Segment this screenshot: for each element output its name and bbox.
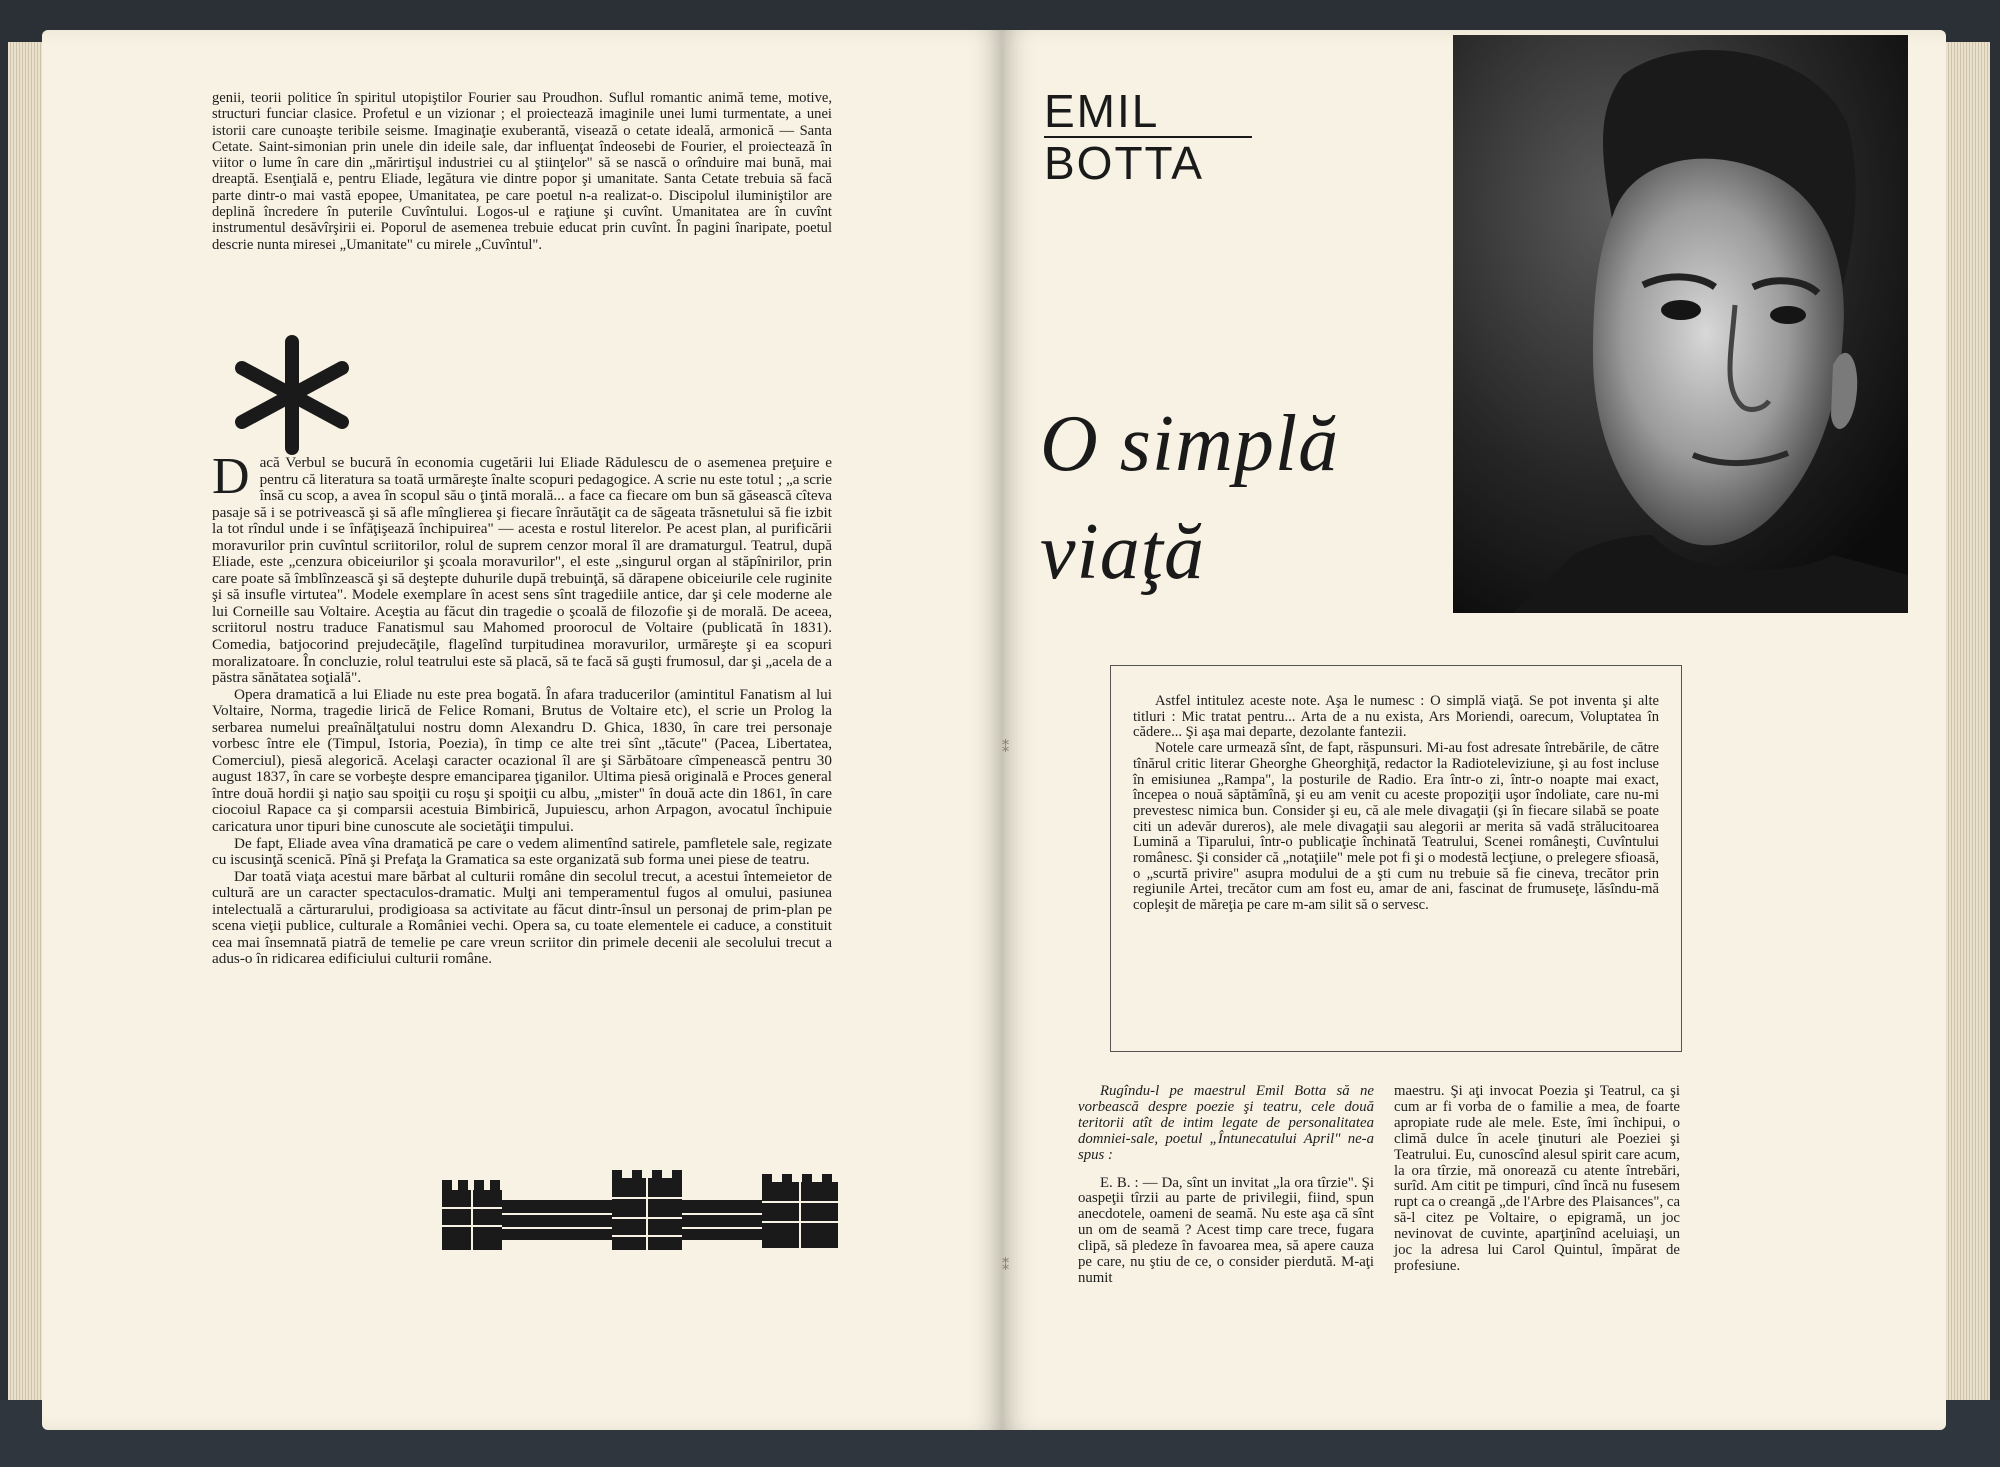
fold-mark-icon: ⁑ (1002, 741, 1009, 756)
opening-paragraph-block (212, 90, 832, 253)
section-paragraph-4: Dar toată viaţa acestui mare bărbat al culturii române din secolul trecut, a acestui întemeietor de cultură are un caracter spectaculos-dramatic. Mulţi ani temperamentul fugos al omului, pasiunea intelectuală a cărturarului, prodigioasa sa activitate au făcut dintr-însul un personaj de prim-plan pe scena vieţii publice, culturale a României vechi. Opera sa, cu toate elementele ei caduce, a constituit cea mai însemnată piatră de temelie pe care vreun scriitor din primele decenii ale secolului trecut a adus-o în ridicarea edificiului culturii române. (212, 867, 832, 968)
page-edges-left (8, 42, 42, 1422)
author-name (1044, 86, 1244, 188)
left-page (42, 30, 1002, 1430)
interview-intro: Rugîndu-l pe maestrul Emil Botta să ne vorbească despre poezie şi teatru, cele două teritorii atît de intim legate de personalitatea domniei-sale, poetul „Întunecatului April" ne-a spus : (1078, 1083, 1374, 1163)
fortress-vignette-icon (442, 1170, 842, 1255)
drop-cap: D (212, 448, 250, 505)
page-edges-right (1946, 42, 1990, 1422)
essay-section-block (212, 448, 832, 968)
author-portrait-photo (1453, 35, 1908, 613)
section-paragraph-3: De fapt, Eliade avea vîna dramatică pe care o vedem alimentînd satirele, pamfletele sale, regizate cu iscusinţă scenică. Pînă şi Prefaţa la Gramatica sa este organizată sub forma unei piese de teatru. (212, 834, 832, 869)
interview-answer-start: E. B. : — Da, sînt un invitat „la ora tîrzie". Şi oaspeţii tîrzii au parte de privilegii, fiind, spun anecdotele, oameni de seamă. Nu este aşa că sînt un om de seamă ? Acest timp care trece, fugara clipă, să pledeze în favoarea mea, să apere cauza pe care, nu ştiu de ce, o consider pierdută. M-aţi numit (1078, 1174, 1374, 1286)
section-paragraph-2: Opera dramatică a lui Eliade nu este prea bogată. În afara traducerilor (amintitul Fanatism al lui Voltaire, Norma, tragedie lirică de Felice Romani, Brutus de Voltaire etc), el scrie un Prolog la serbarea numelui preaînălţatului nostru domn Alexandru D. Ghica, 1830, în care trei personaje vorbesc între ele (Timpul, Istoria, Poezia), în timp ce alte trei sînt „tăcute" (Pacea, Libertatea, Comerciul), piesă alegorică. Acelaşi caracter ocazional îl are şi Sărbătoare cîmpenească pentru 30 august 1837, în care se vorbeşte despre emanciparea ţiganilor. Ultima piesă originală e Proces general între două hordii şi naţio sau spoiţii cu roşu şi spoiţii cu albu, „mister" în două acte din 1861, în care ciocoiul Rapace ca şi comparsii acestuia Bimbirică, Jupuiescu, arhon Arpagon, avocatul închipuie caricatura unor tipuri bine cunoscute ale societăţii timpului. (212, 685, 832, 836)
title-line-1: O simplă (1040, 400, 1340, 488)
intro-note-box (1110, 665, 1682, 1052)
intro-note-text (1133, 694, 1659, 914)
title-line-2: viaţă (1040, 508, 1205, 596)
section-paragraph-1-text: acă Verbul se bucură în economia cugetării lui Eliade Rădulescu de o asemenea preţuire e pentru că literatura sa toată urmăreşte înalte scopuri pedagogice. A scrie nu este totul ; „a scrie însă cu scop, a avea în scopul său o ţintă morală... a face ca fiecare om bun să găsească cîteva pasaje să i se potrivească şi să afle mînglierea şi fiecare înrăutăţit ca de săgeata trăsnetului să fie izbit la tot rîndul unde i se înfăţişează închipuirea" — acesta e rostul literelor. Pe acest plan, al purificării moravurilor prin cuvîntul scriitorilor, rolul de suprem cenzor moral îl are dramaturgul. Teatrul, după Eliade, este „cenzura obiceiurilor şi şcoala moravurilor", el este „singurul organ al stăpînirilor, prin care poate să îmblînzească şi să deştepte duhurile după trebuinţă, să dărapene obiceiurile cele ruginite şi să insufle virtutea". Modele exemplare în acest sens sînt tragediile antice, dar şi cele moderne ale lui Corneille sau Voltaire. Aceştia au făcut din tragedie o şcoală de filozofie şi de morală. De aceea, scriitorul nostru traduce Fanatismul sau Mahomed proorocul de Voltaire (publicată în 1831). Comedia, batjocorind prejudecăţile, flagelînd turpitudinea moravurilor, urmăreşte şi ea scopuri moralizatoare. În concluzie, rolul teatrului este să placă, să te facă să guşti frumosul, dar şi „acela de a păstra sănătatea soţială". (212, 454, 832, 687)
section-paragraph-1 (212, 448, 832, 687)
asterisk-ornament-icon (222, 330, 362, 460)
interview-column-right (1394, 1084, 1680, 1275)
fold-mark-icon: ⁑ (1002, 1259, 1009, 1274)
author-first-name: EMIL (1044, 86, 1252, 138)
article-title (1040, 390, 1460, 606)
author-last-name: BOTTA (1044, 137, 1204, 189)
interview-answer-continued: maestru. Şi aţi invocat Poezia şi Teatrul, ca şi cum ar fi vorba de o familie a mea, de foarte apropiate rude ale mele. Este, îmi închipui, o climă dulce în acele ţinuturi ale Poeziei şi Teatrului. Eu, cunoscînd alesul spirit care acum, la ora tîrzie, mă onorează cu atente întrebări, surîd. Am citit pe timpuri, cînd încă nu fusesem rupt ca o creangă „de l'Arbre des Plaisances", ca să-l citez pe Voltaire, o epigramă, un joc nevinovat de cuvinte, aparţinînd aceluiaşi, un joc la adresa lui Carol Quintul, împărat de profesiune. (1394, 1083, 1681, 1274)
intro-paragraph-1: Astfel intitulez aceste note. Aşa le numesc : O simplă viaţă. Se pot inventa şi alte titluri : Mic tratat pentru... Arta de a nu exista, Ars Moriendi, oarecum, Voluptatea în cădere... Şi aşa mai departe, dezolante fantezii. (1133, 693, 1659, 741)
intro-paragraph-2: Notele care urmează sînt, de fapt, răspunsuri. Mi-au fost adresate întrebările, de către tînărul critic literar Gheorghe Gheorghiţă, redactor la Radioteleviziune, şi au fost incluse în emisiunea „Rampa", la posturile de Radio. Era într-o zi, într-o noapte mai exact, începea o nouă săptămînă, şi eu am venit cu aceste propoziţii uşor îndoliate, care nu-mi prevestesc nimica bun. Consider şi eu, că ale mele divagaţii (şi în fiecare silabă se poate citi un adevăr dureros), ale mele divagaţii sau alegorii ar merita să vadă strălucitoarea Lumină a Tiparului, într-o publicaţie închinată Teatrului, Scenei româneşti, Cuvîntului românesc. Şi consider că „notaţiile" mele pot fi şi o modestă lecţiune, o prelegere sfioasă, o „scurtă privire" asupra modului de a şti cum nu trebuie să fie cineva, trecător prin regiunile Artei, trecător cum am fost eu, amar de ani, fascinat de frumuseţe, lăsîndu-mă copleşit de măreţia pe care m-am silit să o servesc. (1133, 740, 1659, 914)
opening-paragraph: genii, teorii politice în spiritul utopiştilor Fourier sau Proudhon. Suflul romantic animă teme, motive, structuri funciar clasice. Profetul e un vizionar ; el proiectează imaginile unei lumi turmentate, a unei istorii care cunoaşte teribile seisme. Imaginaţie exuberantă, visează o cetate ideală, armonică — Santa Cetate. Saint-simonian prin unele din ideile sale, dar influenţat îndeosebi de Fourier, el proiectează în viitor o lume în care din „mărirtişul industriei cu al ştiinţelor" să se nască o orînduire mai bună, mai dreaptă. Esenţială e, pentru Eliade, legătura vie dintre popor şi umanitate. Santa Cetate trebuia să facă parte dintr-o mai vastă epopee, Umanitatea, pe care poetul n-a realizat-o. Discipolul iluminiştilor are deplină încredere în puterile Cuvîntului. Logos-ul e raţiune şi cuvînt. Umanitatea are în cuvînt instrumentul desăvîrşirii ei. Poporul de asemenea trebuie educat prin cuvînt. În pagini înaripate, poetul descrie nunta miresei „Umanitate" cu mirele „Cuvîntul". (212, 90, 832, 253)
interview-column-left (1078, 1084, 1374, 1287)
